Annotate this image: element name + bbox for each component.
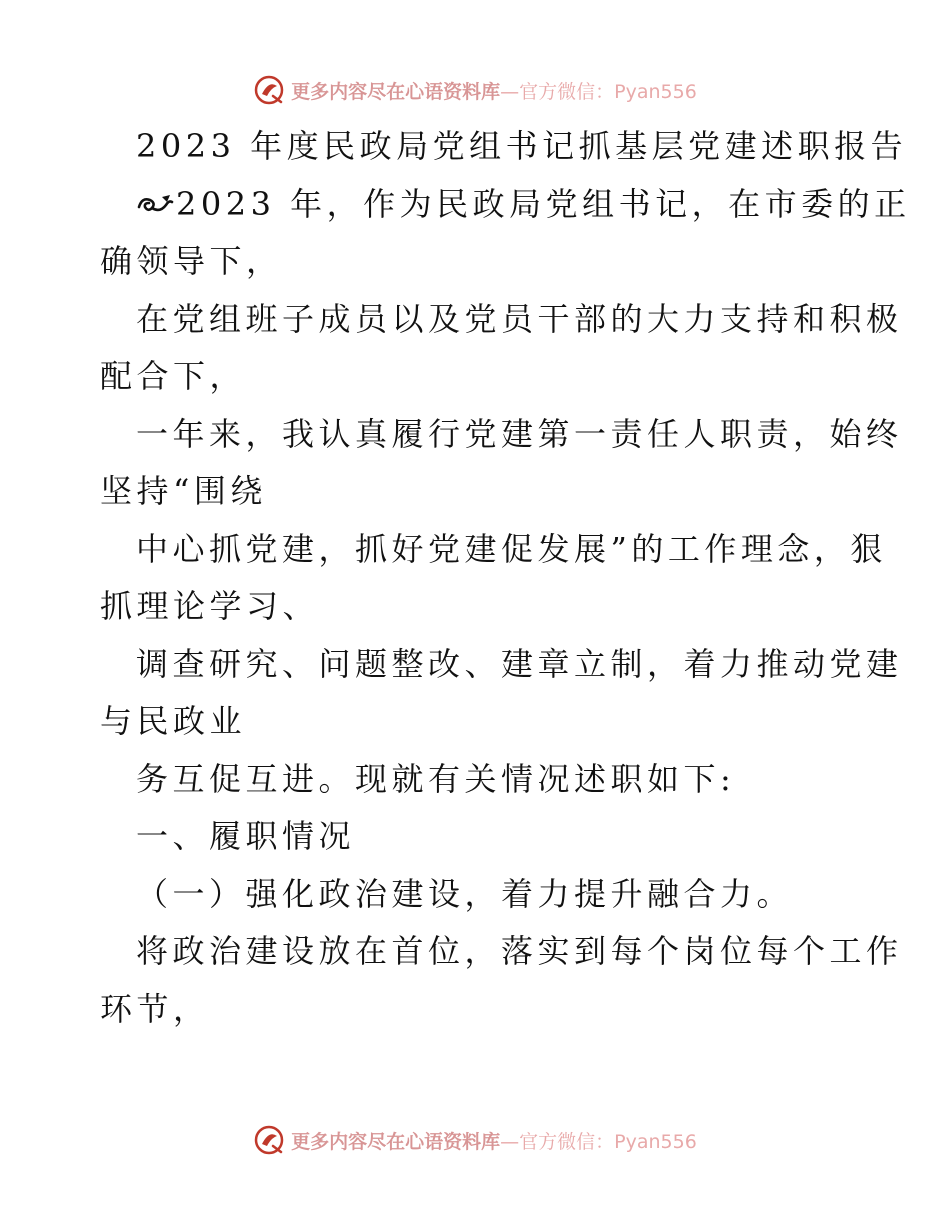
subsection-heading: （一）强化政治建设，着力提升融合力。 <box>136 874 794 913</box>
footer-watermark <box>0 1120 950 1160</box>
paragraph-line: 坚持“围绕 <box>100 472 267 510</box>
paragraph-line: 2023 年，作为民政局党组书记，在市委的正 <box>100 176 860 234</box>
swirl-icon <box>136 191 174 217</box>
section-heading: 一、履职情况 <box>136 817 356 855</box>
header-watermark <box>0 70 950 110</box>
paragraph-line: 中心抓党建，抓好党建促发展”的工作理念，狠 <box>136 529 887 568</box>
watermark-text: 更多内容尽在心语资料库—官方微信：Pyan556 <box>291 1130 697 1153</box>
document-title: 2023 年度民政局党组书记抓基层党建述职报告 <box>136 127 908 165</box>
paragraph-line: 在党组班子成员以及党员干部的大力支持和积极 <box>136 299 903 338</box>
paragraph-line: 配合下， <box>100 357 247 395</box>
paragraph-line: 与民政业 <box>100 702 247 740</box>
document-body <box>100 118 911 1038</box>
seal-logo-icon <box>253 74 285 106</box>
seal-logo-icon <box>253 1124 285 1156</box>
paragraph-line: 调查研究、问题整改、建章立制，着力推动党建 <box>136 644 903 683</box>
paragraph-line: 抓理论学习、 <box>100 587 320 625</box>
paragraph-line: 一年来，我认真履行党建第一责任人职责，始终 <box>136 414 903 453</box>
paragraph-line: 将政治建设放在首位，落实到每个岗位每个工作 <box>136 932 903 970</box>
watermark-text: 更多内容尽在心语资料库—官方微信：Pyan556 <box>291 80 697 103</box>
paragraph-line: 环节， <box>100 989 210 1028</box>
paragraph-line: 确领导下， <box>100 242 283 280</box>
paragraph-line: 务互促互进。现就有关情况述职如下: <box>136 759 736 798</box>
